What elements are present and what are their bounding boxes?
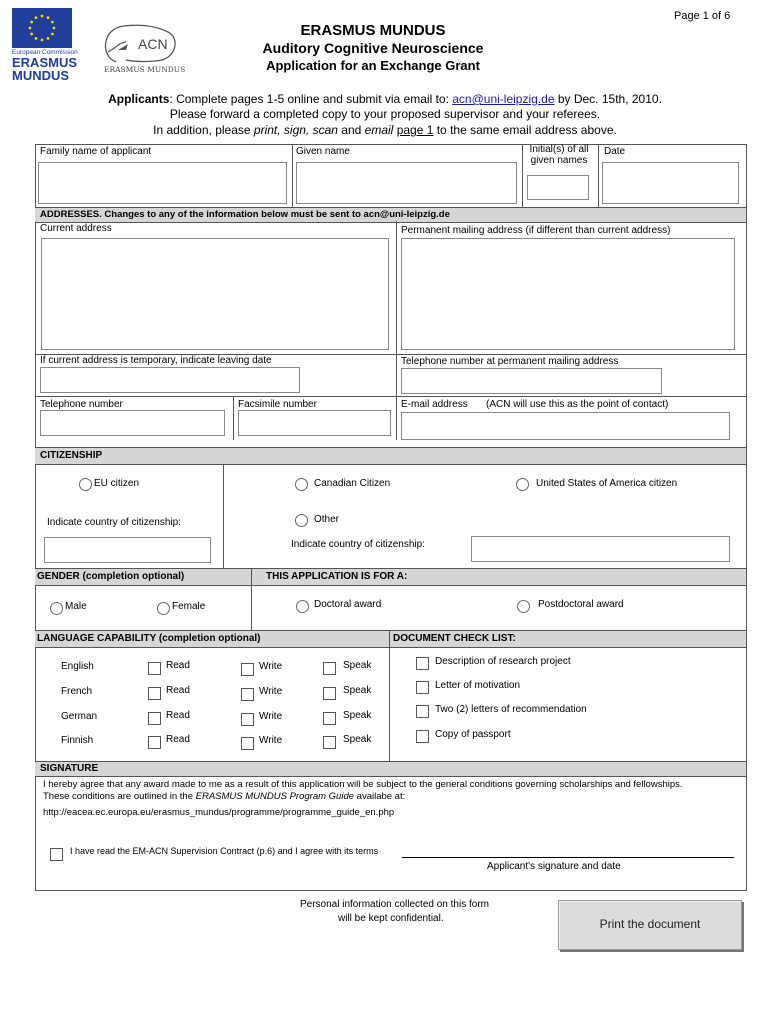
- female-radio[interactable]: [157, 602, 170, 615]
- doctoral-label: Doctoral award: [314, 599, 382, 610]
- print-button[interactable]: [558, 900, 742, 950]
- perm-phone-label: Telephone number at permanent mailing address: [401, 356, 619, 367]
- male-label: Male: [65, 601, 87, 612]
- read-checkbox[interactable]: [148, 687, 161, 700]
- erasmus-logo-line1: ERASMUS: [12, 55, 78, 70]
- signature-agreement-text: I hereby agree that any award made to me as a result of this application will be subject to the general conditions governing scholarships and fellowships.: [43, 779, 683, 790]
- eu-country-field[interactable]: [44, 537, 211, 563]
- checklist-header-label: DOCUMENT CHECK LIST:: [393, 633, 516, 644]
- write-label: Write: [259, 661, 283, 672]
- current-address-label: Current address: [40, 223, 112, 234]
- checklist-item-label: Description of research project: [435, 656, 571, 667]
- family-name-label: Family name of applicant: [40, 146, 152, 157]
- usa-citizen-radio[interactable]: [516, 478, 529, 491]
- fax-field[interactable]: [238, 410, 391, 436]
- postdoctoral-label: Postdoctoral award: [538, 599, 624, 610]
- other-country-field[interactable]: [471, 536, 730, 562]
- canadian-citizen-radio[interactable]: [295, 478, 308, 491]
- agree-label: I have read the EM-ACN Supervision Contract (p.6) and I agree with its terms: [70, 846, 379, 856]
- phone-field[interactable]: [40, 410, 225, 436]
- usa-citizen-label: United States of America citizen: [536, 478, 678, 489]
- write-checkbox[interactable]: [241, 663, 254, 676]
- checklist-checkbox[interactable]: [416, 657, 429, 670]
- addresses-header: ADDRESSES. Changes to any of the information below must be sent to acn@uni-leipzig.de: [35, 207, 746, 223]
- title-erasmus: ERASMUS MUNDUS: [300, 22, 446, 39]
- write-checkbox[interactable]: [241, 713, 254, 726]
- read-checkbox[interactable]: [148, 662, 161, 675]
- title-application: Application for an Exchange Grant: [266, 58, 480, 73]
- checklist-checkbox[interactable]: [416, 730, 429, 743]
- signature-guide-text: These conditions are outlined in the ERASMUS MUNDUS Program Guide availabe at:: [43, 791, 406, 802]
- read-label: Read: [166, 710, 190, 721]
- fax-label: Facsimile number: [238, 399, 317, 410]
- read-label: Read: [166, 660, 190, 671]
- indicate-country-label-eu: Indicate country of citizenship:: [47, 517, 181, 528]
- intro-line3: In addition, please print, sign, scan and email page 1 to the same email address above.: [153, 123, 617, 137]
- signature-line[interactable]: [402, 857, 734, 858]
- applicants-label: Applicants: [108, 92, 170, 106]
- female-label: Female: [172, 601, 206, 612]
- page-indicator: Page 1 of 6: [674, 10, 731, 22]
- date-field[interactable]: [602, 162, 739, 204]
- acn-logo-text: ACN: [138, 36, 168, 52]
- print-button-label: Print the document: [599, 917, 701, 931]
- citizenship-header: CITIZENSHIP: [35, 447, 746, 465]
- confidential-line1: Personal information collected on this form: [300, 899, 489, 910]
- speak-checkbox[interactable]: [323, 662, 336, 675]
- signature-date-label: Applicant's signature and date: [487, 861, 621, 872]
- date-label: Date: [604, 146, 626, 157]
- phone-label: Telephone number: [40, 399, 123, 410]
- language-label: English: [61, 661, 94, 672]
- perm-phone-field[interactable]: [401, 368, 662, 394]
- language-label: German: [61, 711, 98, 722]
- ec-label: European Commission: [12, 49, 78, 56]
- write-label: Write: [259, 735, 283, 746]
- read-label: Read: [166, 734, 190, 745]
- male-radio[interactable]: [50, 602, 63, 615]
- checklist-item-label: Two (2) letters of recommendation: [435, 704, 587, 715]
- family-name-field[interactable]: [38, 162, 287, 204]
- write-checkbox[interactable]: [241, 688, 254, 701]
- other-citizen-radio[interactable]: [295, 514, 308, 527]
- intro-line2: Please forward a completed copy to your proposed supervisor and your referees.: [169, 107, 601, 121]
- checklist-item-label: Copy of passport: [435, 729, 511, 740]
- initials-label: Initial(s) of all given names: [529, 144, 589, 166]
- checklist-checkbox[interactable]: [416, 705, 429, 718]
- guide-url: http://eacea.ec.europa.eu/erasmus_mundus/programme/programme_guide_en.php: [43, 807, 395, 818]
- current-address-field[interactable]: [41, 238, 389, 350]
- email-note: (ACN will use this as the point of contact): [486, 399, 669, 410]
- given-name-field[interactable]: [296, 162, 517, 204]
- speak-label: Speak: [343, 734, 372, 745]
- eu-citizen-radio[interactable]: [79, 478, 92, 491]
- language-label: Finnish: [61, 735, 94, 746]
- title-program: Auditory Cognitive Neuroscience: [262, 40, 484, 56]
- speak-checkbox[interactable]: [323, 736, 336, 749]
- read-checkbox[interactable]: [148, 712, 161, 725]
- checklist-item-label: Letter of motivation: [435, 680, 521, 691]
- language-header-label: LANGUAGE CAPABILITY (completion optional): [37, 633, 261, 644]
- email-label: E-mail address: [401, 399, 468, 410]
- intro-line1: Applicants: Complete pages 1-5 online and submit via email to: acn@uni-leipzig.de by Dec. 15th, 2010.: [108, 92, 662, 106]
- speak-label: Speak: [343, 685, 372, 696]
- initials-field[interactable]: [527, 175, 589, 200]
- confidential-line2: will be kept confidential.: [338, 913, 444, 924]
- gender-header-label: GENDER (completion optional): [37, 571, 185, 582]
- application-header-label: THIS APPLICATION IS FOR A:: [266, 571, 408, 582]
- doctoral-radio[interactable]: [296, 600, 309, 613]
- write-label: Write: [259, 711, 283, 722]
- erasmus-logo-line2: MUNDUS: [12, 68, 70, 83]
- language-label: French: [61, 686, 93, 697]
- other-citizen-label: Other: [314, 514, 340, 525]
- read-label: Read: [166, 685, 190, 696]
- postdoctoral-radio[interactable]: [517, 600, 530, 613]
- indicate-country-label-other: Indicate country of citizenship:: [291, 539, 425, 550]
- speak-label: Speak: [343, 710, 372, 721]
- canadian-citizen-label: Canadian Citizen: [314, 478, 391, 489]
- permanent-address-field[interactable]: [401, 238, 735, 350]
- write-checkbox[interactable]: [241, 737, 254, 750]
- leaving-date-label: If current address is temporary, indicate leaving date: [40, 355, 272, 366]
- permanent-address-label: Permanent mailing address (if different than current address): [401, 225, 671, 236]
- acn-logo-sub: ERASMUS MUNDUS: [104, 65, 186, 74]
- write-label: Write: [259, 686, 283, 697]
- leaving-date-field[interactable]: [40, 367, 300, 393]
- email-field[interactable]: [401, 412, 730, 440]
- signature-header: SIGNATURE: [35, 761, 746, 777]
- read-checkbox[interactable]: [148, 736, 161, 749]
- given-name-label: Given name: [296, 146, 350, 157]
- eu-citizen-label: EU citizen: [94, 478, 140, 489]
- agree-checkbox[interactable]: [50, 848, 63, 861]
- speak-label: Speak: [343, 660, 372, 671]
- speak-checkbox[interactable]: [323, 687, 336, 700]
- email-link[interactable]: acn@uni-leipzig.de: [452, 92, 555, 106]
- checklist-checkbox[interactable]: [416, 681, 429, 694]
- speak-checkbox[interactable]: [323, 712, 336, 725]
